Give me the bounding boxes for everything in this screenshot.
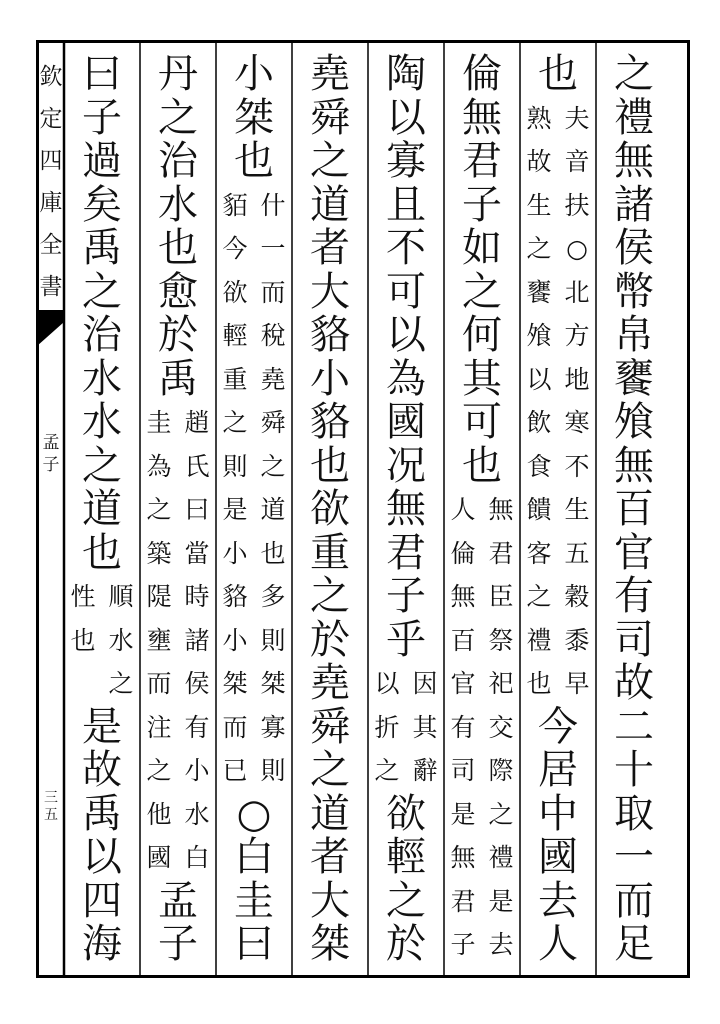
character: 五 xyxy=(564,538,590,568)
character: 以 xyxy=(386,94,426,141)
character: 寒 xyxy=(564,408,590,437)
character: 寡 xyxy=(386,138,426,184)
commentary-line-left xyxy=(520,97,558,706)
character: 去 xyxy=(488,930,514,959)
commentary-line-left xyxy=(64,575,102,662)
commentary-line-left xyxy=(140,401,178,880)
character: 之 xyxy=(260,451,286,481)
character: 辭 xyxy=(412,756,438,785)
character: 幣 xyxy=(614,268,654,315)
character: 時 xyxy=(184,582,210,611)
character: 為 xyxy=(146,451,172,481)
character: 之 xyxy=(82,268,122,315)
character: 之 xyxy=(386,877,426,924)
character: 曰 xyxy=(82,51,122,97)
character: 者 xyxy=(310,834,350,880)
character: 水 xyxy=(184,799,210,829)
character: 道 xyxy=(310,181,350,228)
character: 水 xyxy=(82,399,122,445)
character: 欲 xyxy=(386,790,426,837)
character: 丹 xyxy=(158,51,198,97)
character: 不 xyxy=(564,451,590,481)
character: 小 xyxy=(222,538,248,568)
character: 際 xyxy=(488,756,514,785)
character: 也 xyxy=(234,138,274,184)
character: 司 xyxy=(450,756,476,785)
character: 無 xyxy=(462,94,502,141)
character: 也 xyxy=(260,538,286,568)
character: 舜 xyxy=(260,408,286,437)
character: 之 xyxy=(310,747,350,793)
commentary xyxy=(64,575,140,706)
main-text xyxy=(596,53,672,967)
character: 穀 xyxy=(564,582,590,611)
main-text xyxy=(64,703,140,967)
page-number xyxy=(38,790,64,824)
main-text xyxy=(216,53,292,184)
character: 熟 xyxy=(526,103,552,133)
text-column-1 xyxy=(596,53,672,967)
character: 諸 xyxy=(184,625,210,655)
character: 什 xyxy=(260,190,286,220)
text-column-3 xyxy=(444,53,520,967)
character: 帛 xyxy=(614,312,654,358)
character: 因 xyxy=(412,669,438,698)
character: 桀 xyxy=(234,94,274,141)
chapter-label xyxy=(38,432,64,476)
character: 國 xyxy=(538,834,578,880)
character: 以 xyxy=(82,834,122,880)
character: 海 xyxy=(82,921,122,967)
commentary xyxy=(140,401,216,880)
character: 全 xyxy=(39,232,63,258)
character: 有 xyxy=(614,573,654,619)
character: 已 xyxy=(222,756,248,785)
character: 禮 xyxy=(526,625,552,655)
character: 客 xyxy=(526,538,552,568)
character: 者 xyxy=(310,225,350,271)
commentary xyxy=(520,97,596,706)
commentary-line-left xyxy=(444,488,482,967)
character: 水 xyxy=(158,181,198,228)
character: 多 xyxy=(260,582,286,611)
character: 諸 xyxy=(614,181,654,228)
main-text xyxy=(140,53,216,401)
character: 二 xyxy=(614,703,654,750)
character: 侯 xyxy=(184,669,210,698)
character: 而 xyxy=(146,669,172,698)
character: 而 xyxy=(614,877,654,924)
character: 中 xyxy=(538,790,578,837)
text-column-4 xyxy=(368,53,444,967)
character: 貉 xyxy=(310,312,350,358)
character: 百 xyxy=(614,486,654,532)
character: 君 xyxy=(450,886,476,916)
character: 庫 xyxy=(39,190,63,216)
character: 十 xyxy=(614,747,654,793)
character: 築 xyxy=(146,538,172,568)
character: 大 xyxy=(310,268,350,315)
character: 子 xyxy=(158,921,198,967)
character: 治 xyxy=(158,138,198,184)
character: 早 xyxy=(564,669,590,698)
character: 無 xyxy=(614,442,654,489)
text-block xyxy=(64,53,672,967)
text-column-8 xyxy=(64,53,140,967)
character: 一 xyxy=(614,834,654,880)
character: 饔 xyxy=(614,355,654,402)
character: 况 xyxy=(386,442,426,489)
character: 稅 xyxy=(260,321,286,350)
character: 壅 xyxy=(146,625,172,655)
character: 足 xyxy=(614,921,654,967)
character: 之 xyxy=(146,756,172,785)
character: 國 xyxy=(386,399,426,445)
character: 也 xyxy=(70,625,96,655)
character: 是 xyxy=(222,495,248,524)
character: 之 xyxy=(108,669,134,698)
character: 曰 xyxy=(234,921,274,967)
text-column-6 xyxy=(216,53,292,967)
commentary-line-right xyxy=(558,97,596,706)
text-column-7 xyxy=(140,53,216,967)
character: 欲 xyxy=(310,486,350,532)
character: 白 xyxy=(234,834,274,880)
character: 以 xyxy=(526,364,552,394)
character: 之 xyxy=(614,51,654,97)
character: 而 xyxy=(260,277,286,307)
character: 小 xyxy=(234,51,274,97)
character: 之 xyxy=(374,756,400,785)
character: 孟 xyxy=(158,877,198,924)
character: 百 xyxy=(450,625,476,655)
commentary xyxy=(216,184,292,793)
character: 性 xyxy=(70,582,96,611)
commentary-line-right xyxy=(178,401,216,880)
character: 他 xyxy=(146,799,172,829)
character: 五 xyxy=(44,807,58,823)
character: 飲 xyxy=(526,408,552,437)
character: 倫 xyxy=(450,538,476,568)
character: 也 xyxy=(310,442,350,489)
commentary-line-right xyxy=(482,488,520,967)
character: 官 xyxy=(614,529,654,576)
character: 今 xyxy=(222,234,248,263)
character: 有 xyxy=(184,712,210,742)
character: 矣 xyxy=(82,181,122,228)
character: 桀 xyxy=(260,669,286,698)
character: 臣 xyxy=(488,582,514,611)
character: 陶 xyxy=(386,51,426,97)
character: 也 xyxy=(462,442,502,489)
character: 取 xyxy=(614,790,654,837)
character: 饋 xyxy=(526,495,552,524)
character: 之 xyxy=(82,442,122,489)
character: 無 xyxy=(386,486,426,532)
character: 今 xyxy=(538,703,578,750)
character: 氏 xyxy=(184,451,210,481)
character: 人 xyxy=(538,921,578,967)
character: 地 xyxy=(564,364,590,394)
character: 可 xyxy=(386,268,426,315)
character: 司 xyxy=(614,616,654,663)
character: 折 xyxy=(374,712,400,742)
character: 之 xyxy=(310,138,350,184)
character: 定 xyxy=(39,106,63,132)
character: ○ xyxy=(236,790,272,837)
text-column-2 xyxy=(520,53,596,967)
character: 子 xyxy=(42,455,60,475)
character: 欲 xyxy=(222,277,248,307)
character: 欽 xyxy=(39,64,63,90)
character: 寡 xyxy=(260,712,286,742)
character: 禹 xyxy=(158,355,198,402)
character: 為 xyxy=(386,355,426,402)
commentary-line-left xyxy=(216,184,254,793)
character: 治 xyxy=(82,312,122,358)
main-text xyxy=(368,790,444,967)
character: 無 xyxy=(450,582,476,611)
character: 君 xyxy=(462,138,502,184)
character: 也 xyxy=(82,529,122,576)
character: 饔 xyxy=(526,277,552,307)
character: ○ xyxy=(566,234,588,263)
character: 禹 xyxy=(82,790,122,837)
character: 小 xyxy=(310,355,350,402)
character: 則 xyxy=(260,756,286,785)
character: 祭 xyxy=(488,625,514,655)
character: 禮 xyxy=(614,94,654,141)
character: 人 xyxy=(450,495,476,524)
character: 君 xyxy=(386,529,426,576)
character: 北 xyxy=(564,277,590,307)
character: 禹 xyxy=(82,225,122,271)
main-text xyxy=(140,877,216,967)
character: 是 xyxy=(82,703,122,750)
character: 也 xyxy=(158,225,198,271)
character: 黍 xyxy=(564,625,590,655)
character: 而 xyxy=(222,712,248,742)
character: 乎 xyxy=(386,616,426,663)
character: 水 xyxy=(82,355,122,402)
character: 之 xyxy=(488,799,514,829)
character: 飧 xyxy=(614,399,654,445)
main-text xyxy=(292,53,368,967)
character: 有 xyxy=(450,712,476,742)
character: 趙 xyxy=(184,408,210,437)
character: 舜 xyxy=(310,94,350,141)
character: 貉 xyxy=(222,582,248,611)
character: 於 xyxy=(158,312,198,358)
character: 貊 xyxy=(222,190,248,220)
commentary-line-right xyxy=(406,662,444,793)
book-title xyxy=(38,56,64,308)
character: 一 xyxy=(260,234,286,263)
character: 於 xyxy=(386,921,426,967)
commentary-line-right xyxy=(102,575,140,706)
character: 道 xyxy=(310,790,350,837)
character: 故 xyxy=(526,147,552,176)
fish-tail-mark xyxy=(37,310,64,346)
character: 水 xyxy=(108,625,134,655)
character: 之 xyxy=(146,495,172,524)
character: 之 xyxy=(526,234,552,263)
character: 堯 xyxy=(310,660,350,706)
character: 不 xyxy=(386,225,426,271)
character: 重 xyxy=(222,364,248,394)
character: 書 xyxy=(39,274,63,300)
text-column-5 xyxy=(292,53,368,967)
character: 則 xyxy=(260,625,286,655)
character: 無 xyxy=(614,138,654,184)
character: 方 xyxy=(564,321,590,350)
character: 曰 xyxy=(184,495,210,524)
main-text xyxy=(368,53,444,662)
character: 食 xyxy=(526,451,552,481)
character: 君 xyxy=(488,538,514,568)
character: 桀 xyxy=(310,921,350,967)
character: 也 xyxy=(526,669,552,698)
character: 之 xyxy=(222,408,248,437)
character: 夫 xyxy=(564,103,590,133)
character: 故 xyxy=(82,747,122,793)
main-text xyxy=(520,703,596,967)
character: 三 xyxy=(44,790,58,806)
character: 其 xyxy=(412,712,438,742)
main-text xyxy=(216,790,292,967)
character: 四 xyxy=(82,877,122,924)
character: 注 xyxy=(146,712,172,742)
character: 桀 xyxy=(222,669,248,698)
character: 官 xyxy=(450,669,476,698)
character: 輕 xyxy=(222,321,248,350)
character: 生 xyxy=(564,495,590,524)
character: 是 xyxy=(450,799,476,829)
character: 堯 xyxy=(310,51,350,97)
character: 音 xyxy=(564,147,590,176)
main-text xyxy=(64,53,140,575)
character: 何 xyxy=(462,312,502,358)
character: 扶 xyxy=(564,190,590,220)
character: 子 xyxy=(82,94,122,141)
character: 圭 xyxy=(234,877,274,924)
main-text xyxy=(520,53,596,97)
character: 四 xyxy=(39,148,63,174)
character: 貉 xyxy=(310,399,350,445)
character: 白 xyxy=(184,843,210,872)
character: 可 xyxy=(462,399,502,445)
character: 其 xyxy=(462,355,502,402)
character: 舜 xyxy=(310,703,350,750)
character: 過 xyxy=(82,138,122,184)
character: 於 xyxy=(310,616,350,663)
character: 小 xyxy=(184,756,210,785)
character: 侯 xyxy=(614,225,654,271)
character: 則 xyxy=(222,451,248,481)
character: 無 xyxy=(450,843,476,872)
character: 祀 xyxy=(488,669,514,698)
character: 去 xyxy=(538,877,578,924)
character: 是 xyxy=(488,886,514,916)
character: 道 xyxy=(82,486,122,532)
character: 故 xyxy=(614,660,654,706)
character: 且 xyxy=(386,181,426,228)
character: 輕 xyxy=(386,834,426,880)
character: 愈 xyxy=(158,268,198,315)
character: 之 xyxy=(462,268,502,315)
commentary xyxy=(368,662,444,793)
character: 國 xyxy=(146,843,172,872)
commentary-line-left xyxy=(368,662,406,793)
character: 之 xyxy=(526,582,552,611)
main-text xyxy=(444,53,520,488)
character: 也 xyxy=(538,51,578,97)
character: 之 xyxy=(310,573,350,619)
character: 子 xyxy=(462,181,502,228)
character: 以 xyxy=(386,312,426,358)
character: 如 xyxy=(462,225,502,271)
character: 重 xyxy=(310,529,350,576)
character: 圭 xyxy=(146,408,172,437)
character: 交 xyxy=(488,712,514,742)
character: 飧 xyxy=(526,321,552,350)
character: 順 xyxy=(108,582,134,611)
character: 無 xyxy=(488,495,514,524)
character: 小 xyxy=(222,625,248,655)
character: 居 xyxy=(538,747,578,793)
character: 子 xyxy=(386,573,426,619)
character: 大 xyxy=(310,877,350,924)
commentary xyxy=(444,488,520,967)
character: 禮 xyxy=(488,843,514,872)
character: 隄 xyxy=(146,582,172,611)
commentary-line-right xyxy=(254,184,292,793)
character: 堯 xyxy=(260,364,286,394)
character: 當 xyxy=(184,538,210,568)
character: 子 xyxy=(450,930,476,959)
character: 以 xyxy=(374,669,400,698)
character: 生 xyxy=(526,190,552,220)
character: 孟 xyxy=(42,433,60,453)
character: 倫 xyxy=(462,51,502,97)
character: 道 xyxy=(260,495,286,524)
character: 之 xyxy=(158,94,198,141)
